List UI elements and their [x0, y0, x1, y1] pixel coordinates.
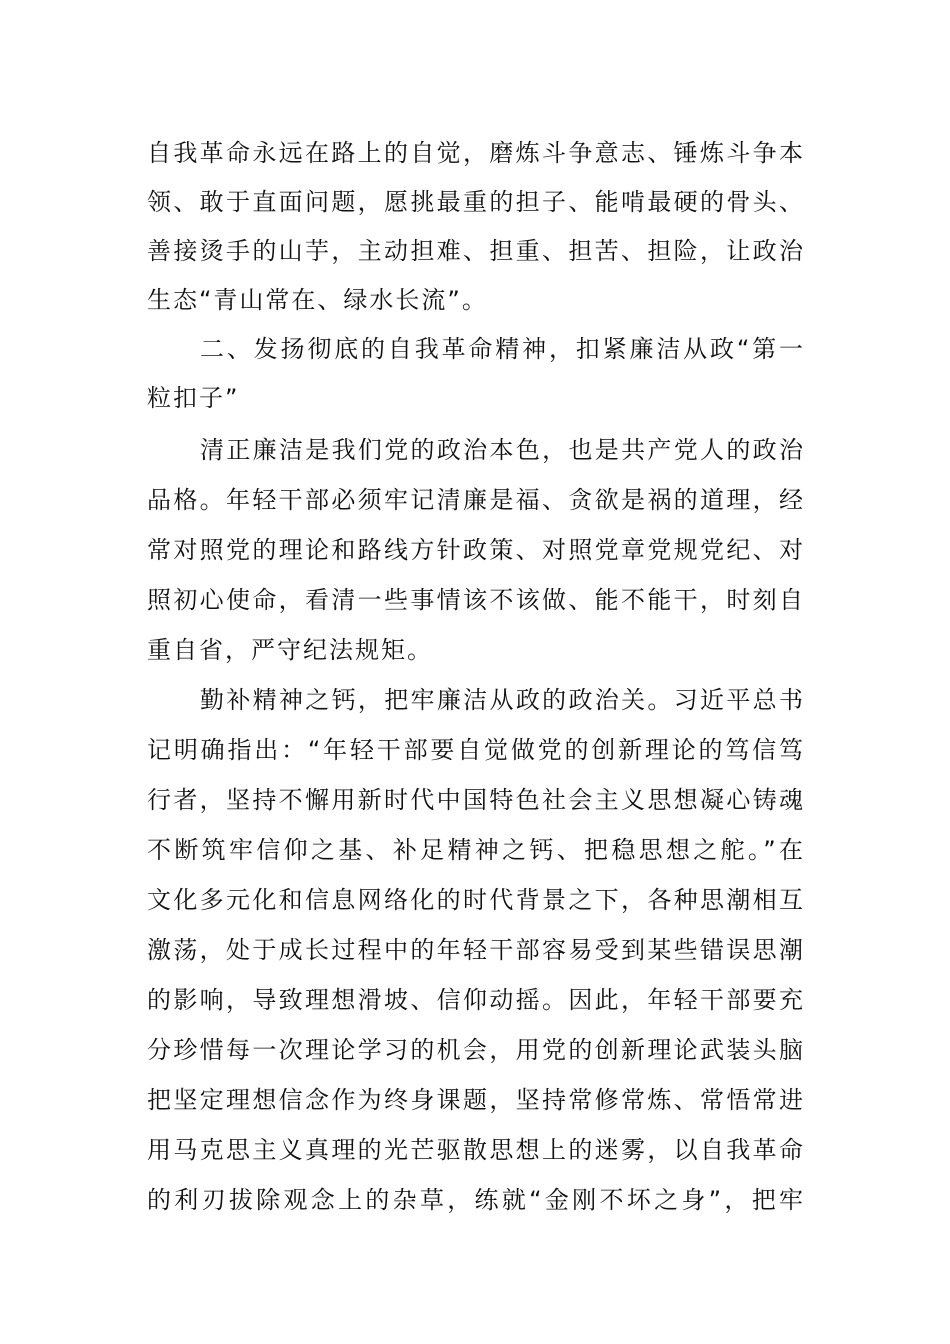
paragraph-first-line: 勤补精神之钙，把牢廉洁从政的政治关。习近平总书 [200, 686, 803, 714]
text-line: 记明确指出：“年轻干部要自觉做党的创新理论的笃信笃 [147, 736, 803, 764]
text-line: 的利刃拔除观念上的杂草，练就“金刚不坏之身”，把牢 [147, 1186, 803, 1214]
text-line: 生态“青山常在、绿水长流”。 [147, 286, 488, 314]
text-line: 自我革命永远在路上的自觉，磨炼斗争意志、锤炼斗争本 [147, 139, 803, 167]
text-line: 用马克思主义真理的光芒驱散思想上的迷雾，以自我革命 [147, 1136, 803, 1164]
text-line: 粒扣子” [147, 384, 240, 412]
text-line: 文化多元化和信息网络化的时代背景之下，各种思潮相互 [147, 886, 803, 914]
text-line: 领、敢于直面问题，愿挑最重的担子、能啃最硬的骨头、 [147, 188, 803, 216]
text-line: 分珍惜每一次理论学习的机会，用党的创新理论武装头脑 [147, 1036, 803, 1064]
paragraph-first-line: 二、发扬彻底的自我革命精神，扣紧廉洁从政“第一 [200, 335, 803, 363]
text-line: 不断筑牢信仰之基、补足精神之钙、把稳思想之舵。”在 [147, 836, 803, 864]
text-line: 常对照党的理论和路线方针政策、对照党章党规党纪、对 [147, 536, 803, 564]
paragraph-first-line: 清正廉洁是我们党的政治本色，也是共产党人的政治 [200, 436, 803, 464]
text-line: 行者，坚持不懈用新时代中国特色社会主义思想凝心铸魂 [147, 786, 803, 814]
text-line: 照初心使命，看清一些事情该不该做、能不能干，时刻自 [147, 586, 803, 614]
text-line: 品格。年轻干部必须牢记清廉是福、贪欲是祸的道理，经 [147, 486, 803, 514]
text-line: 重自省，严守纪法规矩。 [147, 636, 433, 664]
text-line: 激荡，处于成长过程中的年轻干部容易受到某些错误思潮 [147, 936, 803, 964]
text-line: 的影响，导致理想滑坡、信仰动摇。因此，年轻干部要充 [147, 986, 803, 1014]
text-line: 善接烫手的山芋，主动担难、担重、担苦、担险，让政治 [147, 237, 803, 265]
text-line: 把坚定理想信念作为终身课题，坚持常修常炼、常悟常进 [147, 1086, 803, 1114]
